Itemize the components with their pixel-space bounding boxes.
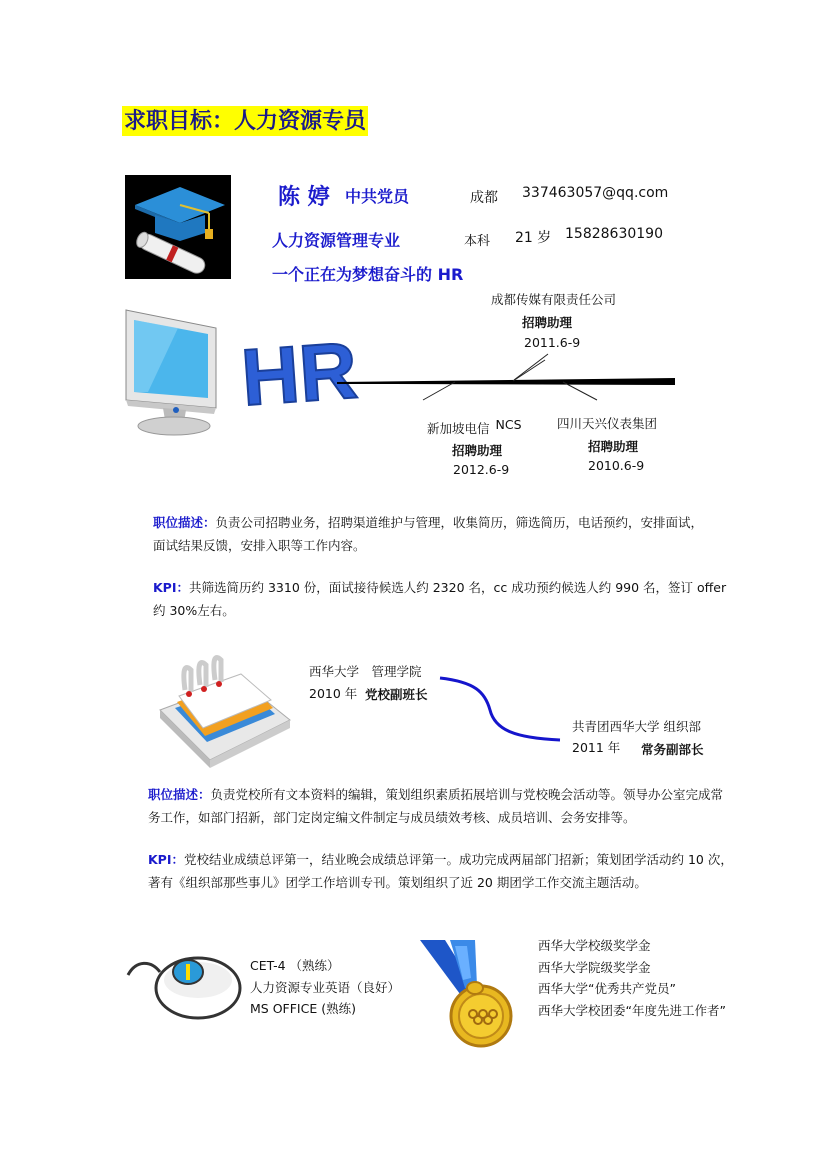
- work-kpi-text: 共筛选简历约 3310 份，面试接待候选人约 2320 名，cc 成功预约候选人约 990 名，签订 offer: [189, 580, 727, 595]
- age: [515, 227, 551, 247]
- school-kpi: [148, 848, 733, 894]
- award-item: 西华大学校级奖学金: [538, 938, 651, 953]
- work-kpi-label: KPI：: [153, 580, 189, 595]
- school-role: 常务副部长: [641, 742, 704, 757]
- timeline-company: 四川天兴仪表集团: [557, 416, 658, 431]
- work-kpi-text: 约 30%左右。: [153, 603, 235, 618]
- school-year: 2011 年: [572, 740, 621, 755]
- computer-monitor-icon: [118, 300, 228, 440]
- work-description: [153, 511, 703, 557]
- timeline-date: 2010.6-9: [588, 458, 645, 473]
- job-objective-title: 求职目标：人力资源专员: [124, 108, 367, 134]
- award-item: 西华大学“优秀共产党员”: [538, 981, 676, 996]
- phone: 15828630190: [565, 226, 663, 242]
- school-role: 党校副班长: [365, 687, 428, 702]
- school-description-label: 职位描述：: [148, 787, 211, 802]
- work-timeline-line: [335, 370, 680, 400]
- degree: 本科: [464, 234, 491, 249]
- school-timeline-curve: [435, 672, 565, 747]
- school-kpi-text: 党校结业成绩总评第一，结业晚会成绩总评第一。成功完成两届部门招新；策划团学活动约 10 次，: [184, 852, 733, 867]
- major: 人力资源管理专业: [272, 231, 401, 250]
- school-kpi-label: KPI：: [148, 852, 184, 867]
- slogan: 一个正在为梦想奋斗的 HR: [272, 265, 464, 284]
- timeline-company: [427, 419, 522, 437]
- skill-item: 人力资源专业英语（良好）: [250, 980, 401, 995]
- timeline-role: 招聘助理: [452, 443, 503, 458]
- city: 成都: [470, 190, 498, 206]
- timeline-date: 2012.6-9: [453, 462, 510, 477]
- timeline-role: 招聘助理: [522, 315, 573, 330]
- school-org: 西华大学 管理学院: [309, 664, 422, 679]
- work-description-text: 面试结果反馈，安排入职等工作内容。: [153, 538, 366, 553]
- timeline-company-name: 新加坡电信: [427, 421, 490, 436]
- timeline-connector-top: [512, 352, 552, 382]
- timeline-company: 成都传媒有限责任公司: [491, 292, 617, 307]
- age-unit: 岁: [537, 230, 552, 246]
- skill-item: MS OFFICE (熟练): [250, 1001, 356, 1016]
- hr-logo-text: HR: [238, 325, 361, 423]
- award-item: 西华大学院级奖学金: [538, 960, 651, 975]
- school-description-text: 负责党校所有文本资料的编辑，策划组织素质拓展培训与党校晚会活动等。领导办公室完成常: [210, 787, 724, 802]
- school-description: [148, 783, 723, 829]
- candidate-name: 陈 婷: [278, 185, 330, 210]
- school-org: 共青团西华大学 组织部: [572, 719, 701, 734]
- school-kpi-text: 著有《组织部那些事儿》团学工作培训专刊。策划组织了近 20 期团学工作交流主题活动。: [148, 875, 647, 890]
- gold-medal-icon: [415, 938, 520, 1050]
- notebook-icon: [155, 650, 295, 770]
- work-kpi: [153, 576, 726, 622]
- timeline-company-suffix: NCS: [495, 417, 522, 432]
- skill-item: CET-4 （熟练）: [250, 958, 340, 973]
- award-item: 西华大学校团委“年度先进工作者”: [538, 1003, 726, 1018]
- work-description-text: 负责公司招聘业务，招聘渠道维护与管理，收集简历，筛选简历，电话预约，安排面试，: [215, 515, 704, 530]
- graduation-cap-icon: [125, 175, 231, 279]
- hr-logo: [238, 325, 361, 423]
- school-year: 2010 年: [309, 686, 358, 701]
- email: 337463057@qq.com: [522, 185, 669, 201]
- age-number: 21: [515, 230, 533, 246]
- work-description-label: 职位描述：: [153, 515, 216, 530]
- timeline-role: 招聘助理: [588, 439, 639, 454]
- computer-mouse-icon: [126, 950, 241, 1020]
- party-affiliation: 中共党员: [345, 187, 410, 206]
- timeline-date: 2011.6-9: [524, 335, 581, 350]
- school-description-text: 务工作，如部门招新，部门定岗定编文件制定与成员绩效考核、成员培训、会务安排等。: [148, 810, 636, 825]
